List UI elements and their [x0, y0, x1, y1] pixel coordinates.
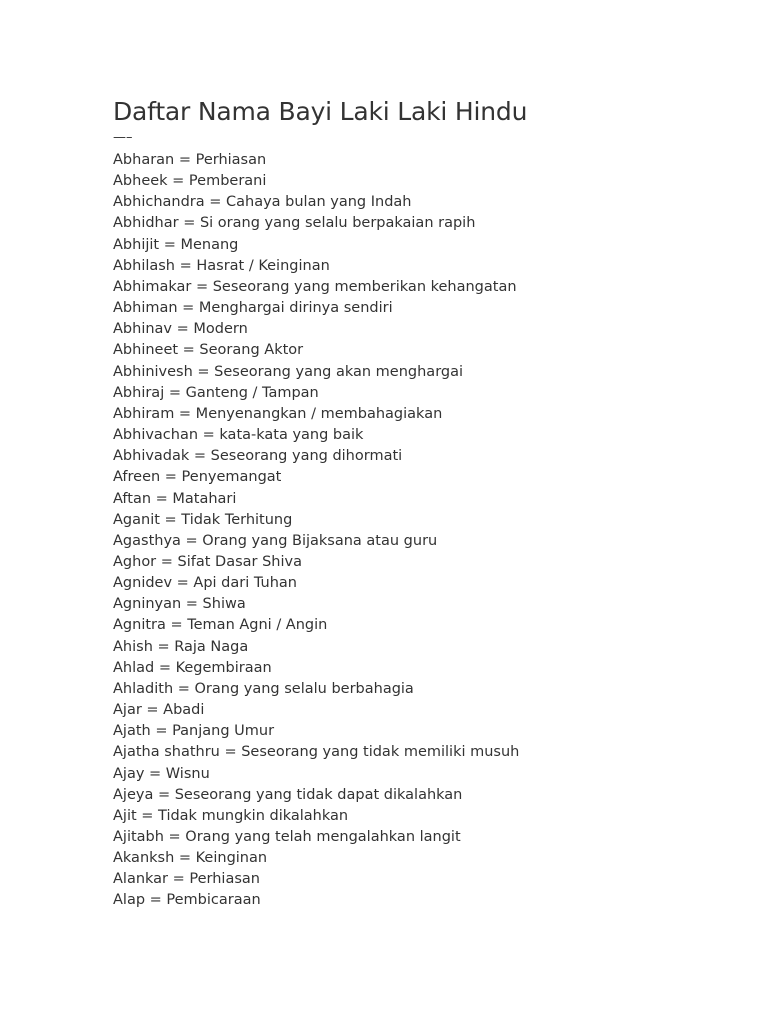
list-item: Abhijit = Menang — [113, 236, 239, 253]
list-item: Ajeya = Seseorang yang tidak dapat dikalahkan — [113, 786, 463, 803]
list-item: Abhimakar = Seseorang yang memberikan kehangatan — [113, 278, 517, 295]
title-divider: —– — [113, 130, 133, 145]
list-item: Ajar = Abadi — [113, 702, 205, 719]
list-item: Ajath = Panjang Umur — [113, 723, 275, 740]
list-item: Abhichandra = Cahaya bulan yang Indah — [113, 194, 412, 211]
document-page — [113, 96, 733, 912]
list-item: Alankar = Perhiasan — [113, 871, 260, 888]
list-item: Ahish = Raja Naga — [113, 638, 249, 655]
list-item: Ajit = Tidak mungkin dikalahkan — [113, 807, 349, 824]
list-item: Afreen = Penyemangat — [113, 469, 282, 486]
list-item: Ajitabh = Orang yang telah mengalahkan langit — [113, 829, 461, 845]
list-item: Agasthya = Orang yang Bijaksana atau guru — [113, 532, 438, 549]
list-item: Akanksh = Keinginan — [113, 850, 268, 867]
list-item: Ahlad = Kegembiraan — [113, 659, 272, 676]
list-item: Ajay = Wisnu — [113, 765, 210, 782]
document-title: Daftar Nama Bayi Laki Laki Hindu — [113, 97, 528, 126]
list-item: Abhilash = Hasrat / Keinginan — [113, 257, 330, 274]
list-item: Abhinivesh = Seseorang yang akan menghargai — [113, 363, 464, 380]
name-list — [113, 150, 733, 912]
list-item: Abhiman = Menghargai dirinya sendiri — [113, 300, 393, 317]
list-item: Abharan = Perhiasan — [113, 152, 267, 168]
list-item: Abhidhar = Si orang yang selalu berpakaian rapih — [113, 215, 476, 232]
list-item: Abhinav = Modern — [113, 321, 248, 338]
list-item: Agnidev = Api dari Tuhan — [113, 575, 297, 592]
list-item: Aganit = Tidak Terhitung — [113, 511, 293, 528]
list-item: Ajatha shathru = Seseorang yang tidak memiliki musuh — [113, 744, 520, 761]
list-item: Abhivachan = kata-kata yang baik — [113, 427, 364, 444]
list-item: Ahladith = Orang yang selalu berbahagia — [113, 680, 414, 697]
list-item: Agninyan = Shiwa — [113, 596, 246, 613]
list-item: Alap = Pembicaraan — [113, 892, 261, 909]
list-item: Abhiraj = Ganteng / Tampan — [113, 384, 319, 401]
list-item: Abhivadak = Seseorang yang dihormati — [113, 448, 403, 465]
list-item: Agnitra = Teman Agni / Angin — [113, 617, 328, 634]
list-item: Aftan = Matahari — [113, 490, 237, 507]
list-item: Abheek = Pemberani — [113, 173, 267, 190]
list-item: Abhineet = Seorang Aktor — [113, 342, 304, 359]
list-item: Aghor = Sifat Dasar Shiva — [113, 553, 302, 570]
list-item: Abhiram = Menyenangkan / membahagiakan — [113, 405, 443, 422]
